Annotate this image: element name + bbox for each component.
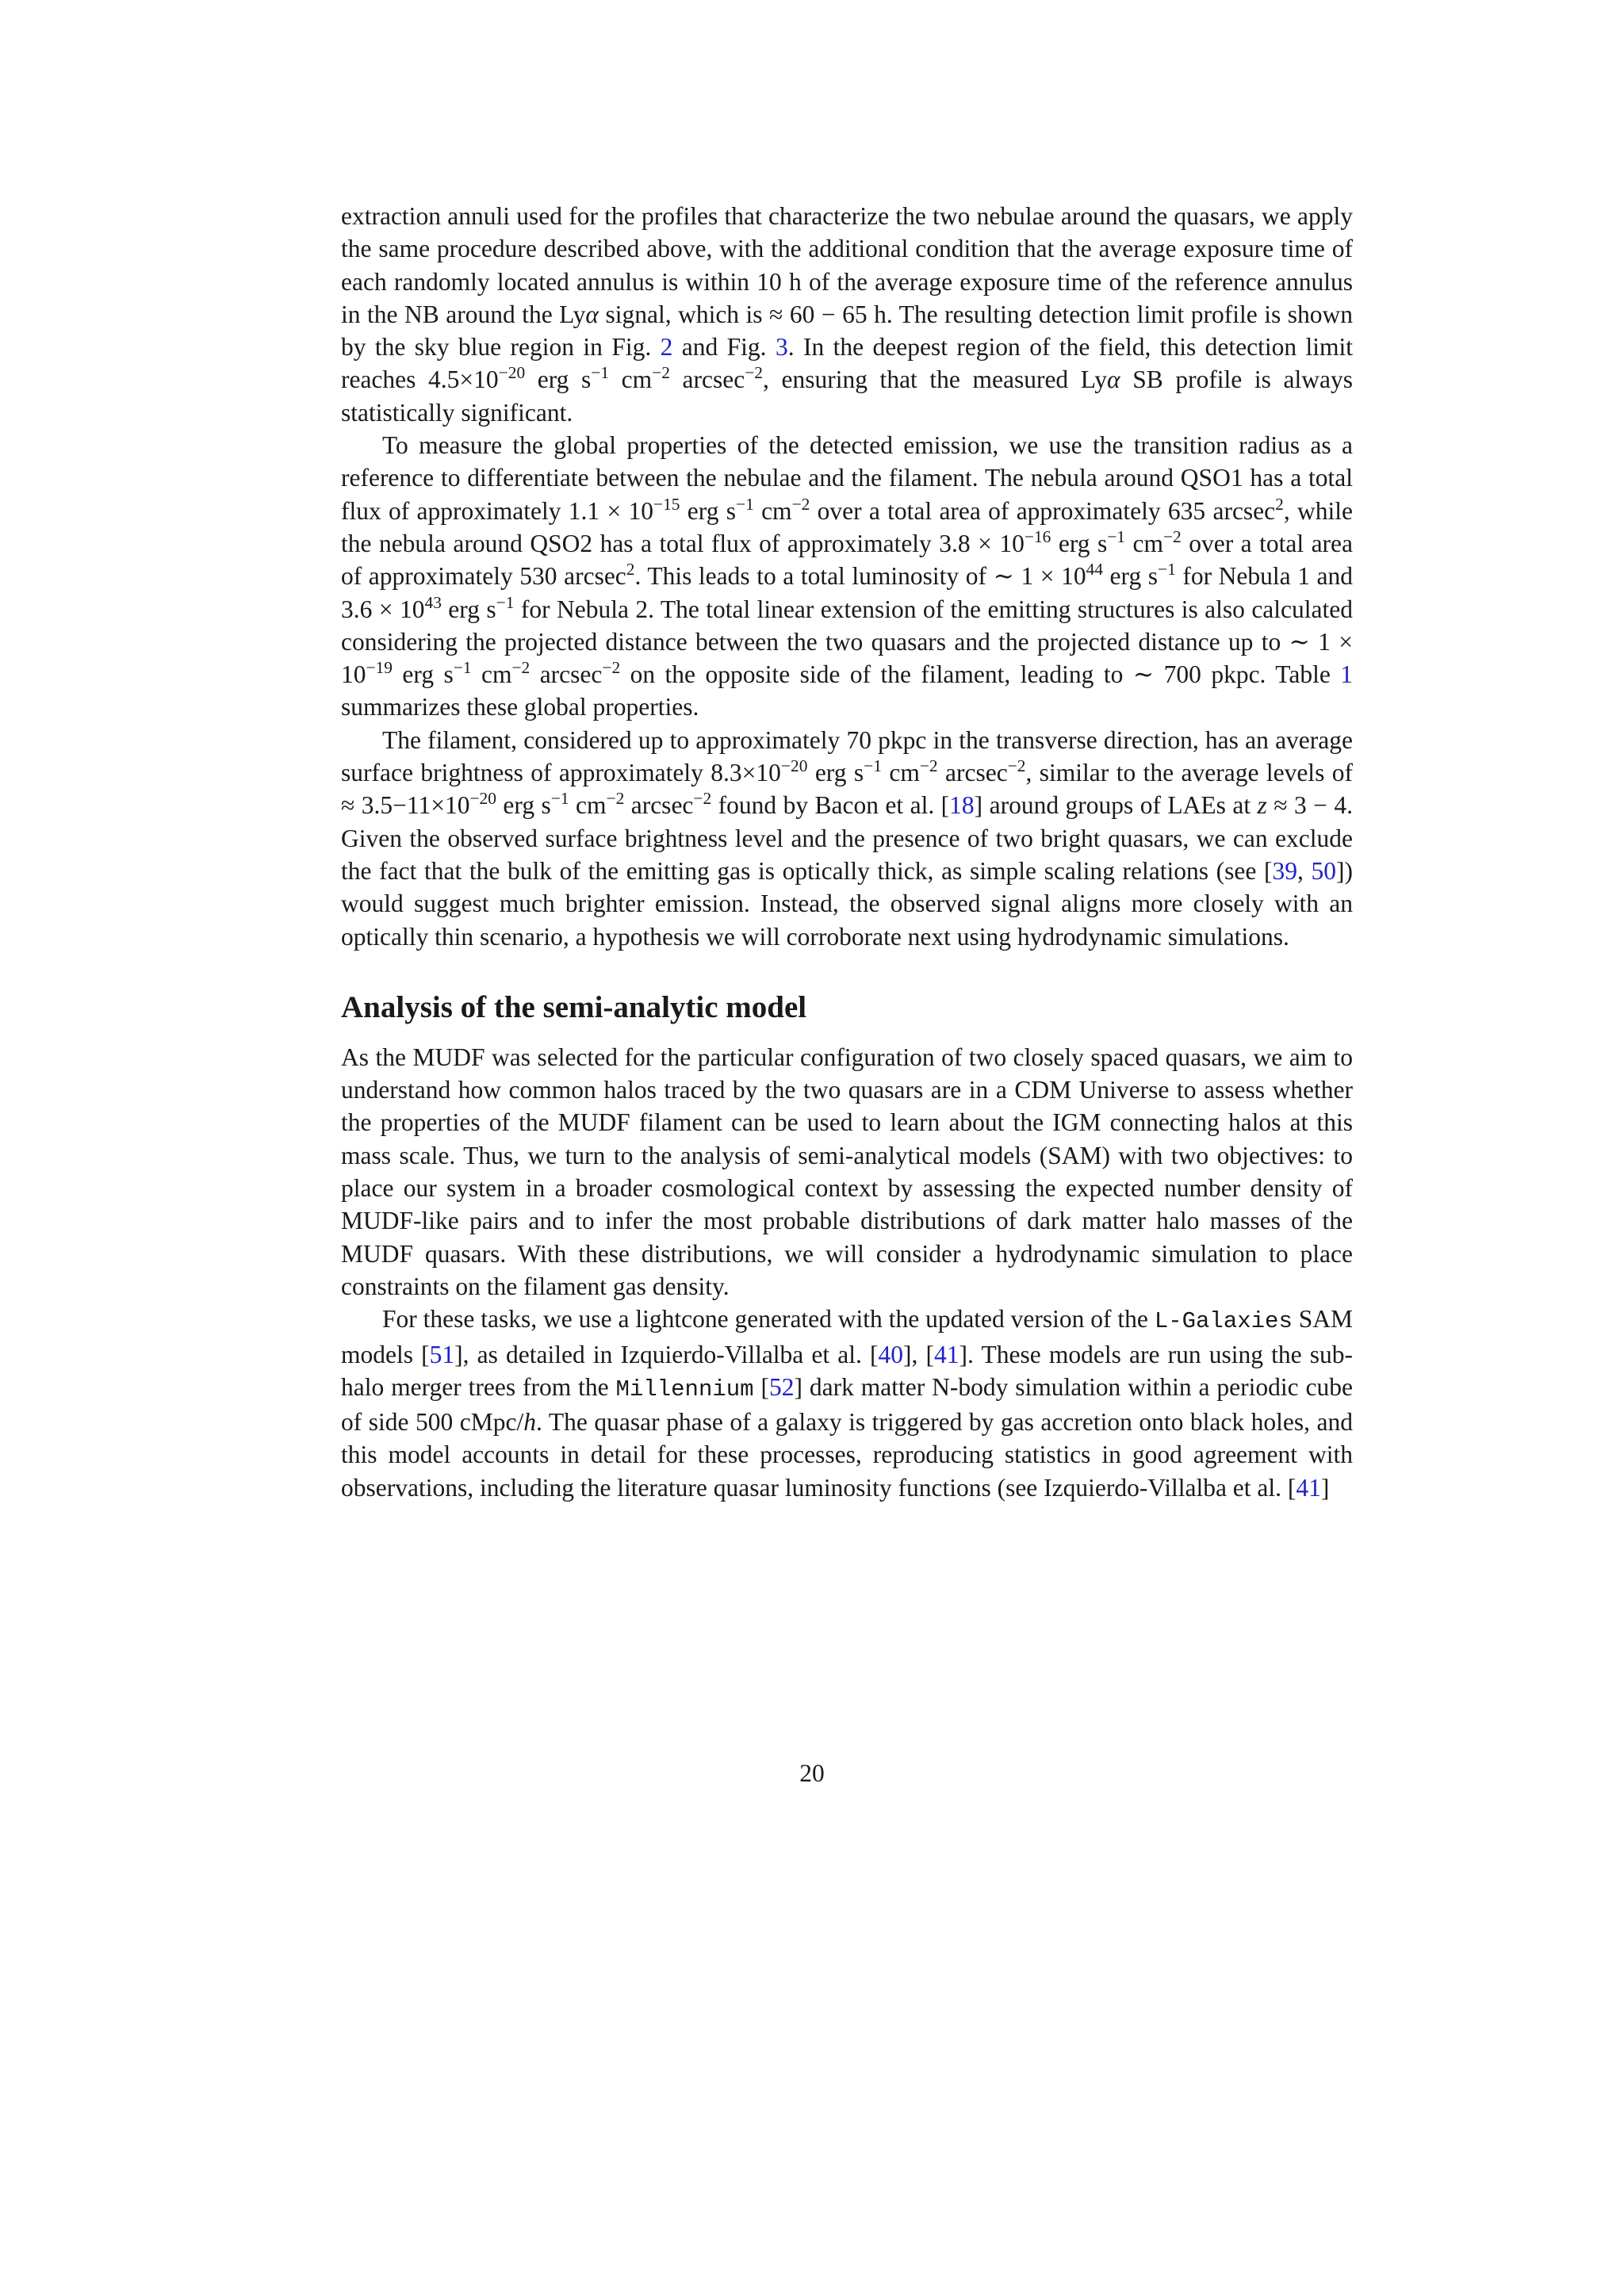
- exponent: −2: [919, 756, 938, 776]
- text-run: erg s: [441, 595, 496, 623]
- text-run: ≈ 3 − 4. Given the observed surface brightness level and the presence of two bright quasars, we can exclude the fact that the bulk of the emitting gas is optically thick, as simple scaling relations (see [: [341, 791, 1354, 885]
- math-symbol: z: [1257, 791, 1267, 820]
- text-run: erg s: [807, 759, 864, 787]
- exponent: −2: [511, 658, 530, 678]
- math-symbol: h: [523, 1408, 537, 1437]
- exponent: −1: [591, 363, 610, 383]
- exponent: −1: [550, 789, 569, 809]
- exponent: −15: [653, 494, 680, 514]
- citation-link[interactable]: 39: [1272, 856, 1297, 885]
- exponent: −2: [606, 789, 625, 809]
- text-run: ] dark matter N-body simulation within a periodic cube of side 500 cMpc/: [341, 1372, 1353, 1437]
- text-run: , while the nebula around QSO2 has a total flux of approximately 3.8 × 10: [341, 496, 1354, 557]
- section-title: Analysis of the semi-analytic model: [341, 989, 807, 1024]
- citation-link[interactable]: 52: [768, 1372, 795, 1401]
- text-run: cm: [471, 660, 512, 689]
- math-symbol: α: [585, 300, 599, 328]
- text-run: cm: [1125, 529, 1163, 557]
- figure-ref-link[interactable]: 2: [660, 333, 673, 362]
- exponent: 2: [626, 560, 635, 580]
- exponent: −1: [736, 494, 754, 514]
- figure-ref-link[interactable]: 3: [775, 333, 788, 362]
- text-run: erg s: [392, 660, 454, 689]
- paragraph-5: [341, 1303, 1353, 1504]
- text-run: and Fig.: [672, 333, 776, 362]
- citation-link[interactable]: 50: [1311, 856, 1337, 885]
- paragraph-2: [341, 429, 1353, 724]
- text-run: cm: [753, 496, 792, 525]
- exponent: −1: [1107, 527, 1125, 547]
- text-run: arcsec: [530, 660, 603, 689]
- exponent: −2: [1162, 527, 1182, 547]
- exponent: 44: [1086, 560, 1103, 580]
- text-run: for Nebula 2. The total linear extension of the emitting structures is also calculated considering the projected distance between the two quasars and the projected distance up to ∼ 1 × 10: [341, 595, 1353, 689]
- text-run: found by Bacon et al. [: [711, 791, 950, 820]
- exponent: −2: [745, 363, 763, 383]
- text-run: over a total area of approximately 635 arcsec: [810, 496, 1276, 525]
- text-run: ], [: [903, 1340, 935, 1368]
- table-ref-link[interactable]: 1: [1340, 660, 1353, 689]
- text-run: ]: [1320, 1473, 1330, 1502]
- text-run: [: [753, 1372, 769, 1401]
- citation-link[interactable]: 40: [878, 1340, 904, 1368]
- text-run: over a total area of approximately 530 arcsec: [341, 529, 1354, 591]
- text-run: ]) would suggest much brighter emission. Instead, the observed signal aligns more closely with an optically thin scenario, a hypothesis we will corroborate next using hydrodynamic simulations.: [341, 856, 1353, 951]
- text-run: cm: [609, 365, 653, 394]
- math-symbol: α: [1107, 365, 1120, 394]
- paragraph-4: [341, 1041, 1353, 1303]
- exponent: −19: [366, 658, 393, 678]
- text-run: For these tasks, we use a lightcone generated with the updated version of the: [382, 1305, 1155, 1334]
- citation-link[interactable]: 18: [949, 791, 975, 820]
- exponent: −1: [453, 658, 472, 678]
- text-run: SAM models [: [341, 1305, 1354, 1368]
- exponent: −20: [780, 756, 808, 776]
- exponent: −2: [652, 363, 670, 383]
- text-run: As the MUDF was selected for the particular configuration of two closely spaced quasars, we aim to understand how common halos traced by the two quasars are in a CDM Universe to assess whether the properties of the MUDF filament can be used to learn about the IGM connecting halos at this mass scale. Thus, we turn to the analysis of semi-analytical models (SAM) with two objectives: to place our system in a broader cosmological context by assessing the expected number density of MUDF-like pairs and to infer the most probable distributions of dark matter halo masses of the MUDF quasars. With these distributions, we will consider a hydrodynamic simulation to place constraints on the filament gas density.: [341, 1043, 1353, 1300]
- text-run: SB profile is always statistically significant.: [341, 365, 1353, 427]
- text-run: signal, which is ≈ 60 − 65 h. The resulting detection limit profile is shown by the sky blue region in Fig.: [341, 300, 1353, 362]
- citation-link[interactable]: 41: [1296, 1473, 1321, 1502]
- text-run: ]. These models are run using the sub-halo merger trees from the: [341, 1340, 1353, 1401]
- text-run: cm: [569, 791, 607, 820]
- paragraph-1: [341, 200, 1353, 429]
- text-run: erg s: [680, 496, 736, 525]
- citation-link[interactable]: 51: [429, 1340, 455, 1368]
- exponent: −16: [1024, 527, 1051, 547]
- exponent: −1: [864, 756, 882, 776]
- exponent: 2: [1275, 494, 1284, 514]
- text-run: cm: [881, 759, 920, 787]
- exponent: −20: [498, 363, 526, 383]
- text-run: , similar to the average levels of ≈ 3.5−11×10: [341, 759, 1353, 820]
- text-run: arcsec: [669, 365, 745, 394]
- exponent: 43: [424, 592, 442, 612]
- exponent: −1: [496, 592, 515, 612]
- paragraph-3: [341, 724, 1353, 953]
- text-run: To measure the global properties of the detected emission, we use the transition radius as a reference to differentiate between the nebulae and the filament. The nebula around QSO1 has a total flux of approximately 1.1 × 10: [341, 431, 1353, 525]
- text-run: ,: [1297, 856, 1312, 885]
- text-run: on the opposite side of the filament, leading to ∼ 700 pkpc. Table: [620, 660, 1341, 689]
- exponent: −2: [693, 789, 712, 809]
- page-body: [341, 200, 1353, 1504]
- text-run: extraction annuli used for the profiles that characterize the two nebulae around the quasars, we apply the same procedure described above, with the additional condition that the average exposure time of each randomly located annulus is within 10 h of the average exposure time of the reference annulus in the NB around the Ly: [341, 202, 1353, 328]
- text-run: erg s: [496, 791, 551, 820]
- text-run: ], as detailed in Izquierdo-Villalba et al. [: [454, 1340, 879, 1368]
- code-name: L-Galaxies: [1154, 1308, 1293, 1335]
- exponent: −20: [469, 789, 496, 809]
- exponent: −2: [602, 658, 621, 678]
- text-run: erg s: [525, 365, 592, 394]
- exponent: −2: [791, 494, 810, 514]
- page-number: 20: [799, 1759, 825, 1787]
- text-run: . The quasar phase of a galaxy is triggered by gas accretion onto black holes, and this model accounts in detail for these processes, reproducing statistics in good agreement with observations, including the literature quasar luminosity functions (see Izquierdo-Villalba et al. [: [341, 1408, 1353, 1502]
- text-run: ] around groups of LAEs at: [974, 791, 1258, 820]
- text-run: erg s: [1051, 529, 1108, 557]
- text-run: arcsec: [937, 759, 1008, 787]
- text-run: summarizes these global properties.: [341, 693, 699, 721]
- exponent: −1: [1158, 560, 1176, 580]
- text-run: . This leads to a total luminosity of ∼ 1 × 10: [634, 562, 1086, 591]
- citation-link[interactable]: 41: [934, 1340, 959, 1368]
- exponent: −2: [1007, 756, 1026, 776]
- text-run: , ensuring that the measured Ly: [763, 365, 1108, 394]
- text-run: arcsec: [624, 791, 694, 820]
- code-name: Millennium: [615, 1376, 754, 1402]
- text-run: erg s: [1103, 562, 1159, 591]
- text-run: for Nebula 1 and 3.6 × 10: [341, 562, 1353, 623]
- text-run: The filament, considered up to approximately 70 pkpc in the transverse direction, has an average surface brightness of approximately 8.3×10: [341, 725, 1353, 787]
- text-run: . In the deepest region of the field, this detection limit reaches 4.5×10: [341, 333, 1353, 394]
